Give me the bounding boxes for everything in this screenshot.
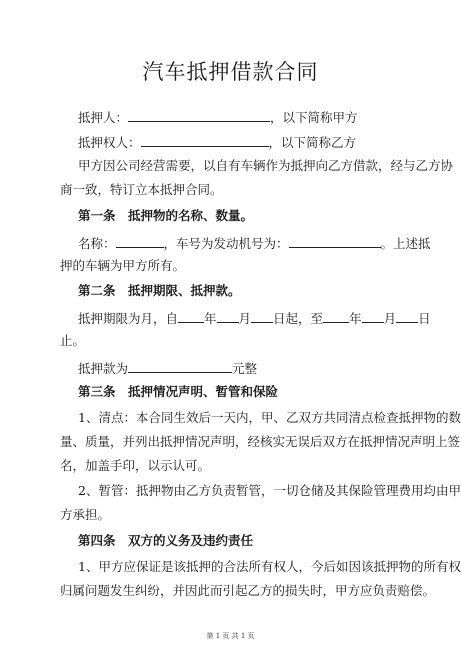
mortgagee-suffix: ，以下简称乙方 <box>268 135 357 150</box>
amount-label: 抵押款为 <box>78 361 129 376</box>
article4-p1-line-1: 1、甲方应保证是该抵押的合法所有权人，今后如因该抵押物的所有权 <box>78 559 461 574</box>
end-day-blank <box>396 309 418 323</box>
amount-suffix: 元整 <box>232 361 258 376</box>
end-year-label: 年 <box>349 311 362 326</box>
article2-heading: 第二条 抵押期限、抵押款。 <box>78 283 241 298</box>
end-year-blank <box>323 309 349 323</box>
article4-heading: 第四条 双方的义务及违约责任 <box>78 533 254 548</box>
day-from-label: 日起，至 <box>273 311 324 326</box>
end-month-label: 月 <box>383 311 397 326</box>
mortgagor-line <box>78 108 411 126</box>
article3-p1-line-1: 1、清点：本合同生效后一天内，甲、乙双方共同清点检查抵押物的数 <box>78 410 461 425</box>
mortgagee-blank <box>141 133 269 147</box>
start-year-label: 年 <box>204 311 217 326</box>
intro-line-2: 商一致，特订立本抵押合同。 <box>60 182 223 197</box>
mortgagee-line <box>78 133 411 151</box>
article3-p2-line-2: 方承担。 <box>60 507 111 522</box>
intro-line-1: 甲方因公司经营需要，以自有车辆作为抵押向乙方借款，经与乙方协 <box>78 158 454 173</box>
plate-label: ，车号为发动机号为： <box>163 236 289 251</box>
amount-blank <box>128 359 232 373</box>
end-day-label: 日 <box>418 311 431 326</box>
start-month-label: 月 <box>238 311 252 326</box>
mortgagee-label: 抵押权人： <box>78 135 141 150</box>
article1-tail: 。上述抵 <box>380 236 431 251</box>
article1-line-2: 押的车辆为甲方所有。 <box>60 258 186 273</box>
mortgagor-suffix: ，以下简称甲方 <box>270 110 358 125</box>
start-month-blank <box>217 309 239 323</box>
article3-p1-line-2: 量、质量，并列出抵押情况声明，经核实无误后双方在抵押情况声明上签 <box>60 434 461 449</box>
article4-p1-line-2: 归属问题发生纠纷，并因此而引起乙方的损失时，甲方应负责赔偿。 <box>60 583 436 598</box>
article3-p1-line-3: 名，加盖手印，以示认可。 <box>60 458 211 473</box>
article3-p2-line-1: 2、暂管：抵押物由乙方负责暂管，一切仓储及其保险管理费用均由甲 <box>78 483 461 498</box>
article2-period-end: 止。 <box>60 333 86 348</box>
start-day-blank <box>251 309 273 323</box>
page-title: 汽车抵押借款合同 <box>142 60 319 84</box>
article2-period-line <box>78 309 431 327</box>
article2-amount-line <box>78 359 411 377</box>
article1-line-1 <box>78 234 431 252</box>
vehicle-name-blank <box>116 234 164 248</box>
plate-engine-blank <box>289 234 381 248</box>
page-number-footer: 第 1 页 共 1 页 <box>206 632 255 640</box>
start-year-blank <box>178 309 204 323</box>
article3-heading: 第三条 抵押情况声明、暂管和保险 <box>78 384 279 399</box>
article1-heading: 第一条 抵押物的名称、数量。 <box>78 208 254 223</box>
name-label: 名称： <box>78 236 116 251</box>
mortgagor-label: 抵押人： <box>78 110 129 125</box>
mortgagor-blank <box>128 108 270 122</box>
period-prefix: 抵押期限为月，自 <box>78 311 179 326</box>
end-month-blank <box>362 309 384 323</box>
